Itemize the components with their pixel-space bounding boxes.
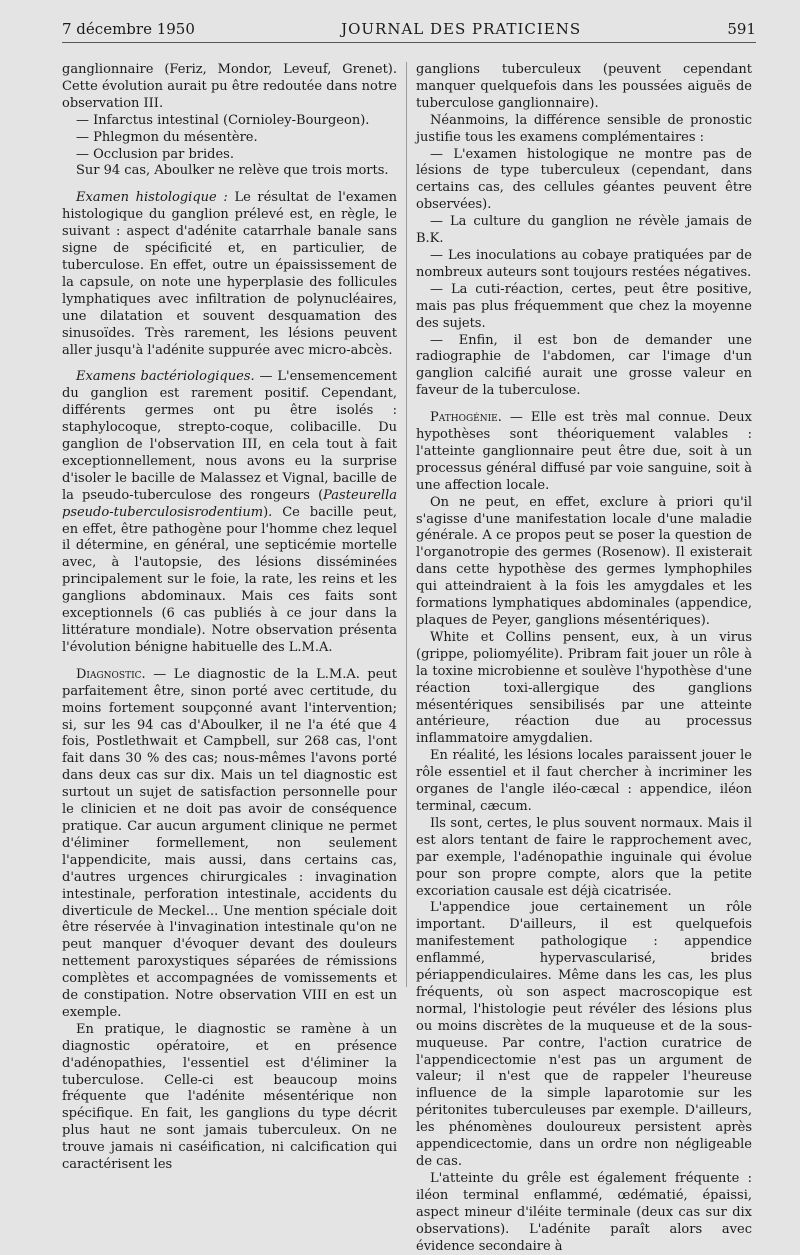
paragraph: White et Collins pensent, eux, à un virus (grippe, poliomyélite). Pribram fait jouer un rôle à la toxine microbienne et soulève l'hypothèse d'une réaction toxi-allergique des ganglions mésentériques sensibilisés par une atteinte antérieure, réaction due au processus inflammatoire amygdalien. xyxy=(416,629,752,747)
journal-title: JOURNAL DES PRATICIENS xyxy=(341,20,582,38)
issue-date: 7 décembre 1950 xyxy=(62,20,195,38)
section-heading: Diagnostic. xyxy=(76,666,146,682)
column-rule xyxy=(406,62,407,987)
page-number: 591 xyxy=(727,20,756,38)
paragraph: Ils sont, certes, le plus souvent normaux. Mais il est alors tentant de faire le rapprochement avec, par exemple, l'adénopathie inguinale qui évolue pour son propre compte, alors que la petite excoriation causale est déjà cicatrisée. xyxy=(416,815,752,899)
paragraph: — Les inoculations au cobaye pratiquées par de nombreux auteurs sont toujours restées négatives. xyxy=(416,247,752,280)
section-pathogenesis xyxy=(416,410,752,495)
paragraph: — Infarctus intestinal (Cornioley-Bourgeon). xyxy=(76,112,370,128)
section-text: — Le diagnostic de la L.M.A. peut parfaitement être, sinon porté avec certitude, du moins fortement soupçonné avant l'intervention; si, sur les 94 cas d'Aboulker, il ne l'a été que 4 fois, Postlethwait et Campbell, sur 268 cas, l'ont fait dans 30 % des cas; nous-mêmes l'avons porté dans deux cas sur dix. Mais un tel diagnostic est surtout un sujet de satisfaction personnelle pour le clinicien et ne doit pas avoir de conséquence pratique. Car aucun argument clinique ne permet d'éliminer formellement, non seulement l'appendicite, mais aussi, dans certains cas, d'autres urgences chirurgicales : invagination intestinale, perforation intestinale, accidents du diverticule de Meckel... Une mention spéciale doit être réservée à l'invagination intestinale qu'on ne peut manquer d'évoquer devant des douleurs nettement paroxystiques séparées de rémissions complètes et accompagnées de vomissements et de constipation. Notre observation VIII en est un exemple. xyxy=(62,666,397,1020)
paragraph: ganglions tuberculeux (peuvent cependant manquer quelquefois dans les poussées aiguës de tuberculose ganglionnaire). xyxy=(416,62,752,111)
paragraph: L'appendice joue certainement un rôle important. D'ailleurs, il est quelquefois manifestement pathologique : appendice enflammé, hypervascularisé, brides périappendiculaires. Même dans les cas, les plus fréquents, où son aspect macroscopique est normal, l'histologie peut révéler des lésions plus ou moins discrètes de la muqueuse et de la sous-muqueuse. Par contre, l'action curatrice de l'appendicectomie n'est pas un argument de valeur; il n'est que de rappeler l'heureuse influence de la simple laparotomie sur les péritonites tuberculeuses par exemple. D'ailleurs, les phénomènes douloureux persistent après appendicectomie, dans un ordre non négligeable de cas. xyxy=(416,900,752,1169)
paragraph: ganglionnaire (Feriz, Mondor, Leveuf, Grenet). Cette évolution aurait pu être redoutée dans notre observation III. xyxy=(62,62,397,111)
section-text: ). Ce bacille peut, en effet, être pathogène pour l'homme chez lequel il détermine, en général, une septicémie mortelle avec, à l'autopsie, des lésions disséminées principalement sur le foie, la rate, les reins et les ganglions abdominaux. Mais ces faits sont exceptionnels (6 cas publiés à ce jour dans la littérature mondiale). Notre observation présenta l'évolution bénigne habituelle des L.M.A. xyxy=(62,504,397,655)
section-diagnosis xyxy=(62,667,397,1022)
paragraph: — L'examen histologique ne montre pas de lésions de type tuberculeux (cependant, dans certains cas, des cellules géantes peuvent être observées). xyxy=(416,146,752,213)
right-column xyxy=(416,62,752,1255)
paragraph: En pratique, le diagnostic se ramène à un diagnostic opératoire, et en présence d'adénopathies, l'essentiel est d'éliminer la tuberculose. Celle-ci est beaucoup moins fréquente que l'adénite mésentérique non spécifique. En fait, les ganglions du type décrit plus haut ne sont jamais tuberculeux. On ne trouve jamais ni caséification, ni calcification qui caractérisent les xyxy=(62,1021,397,1173)
paragraph: — Phlegmon du mésentère. xyxy=(76,129,258,145)
paragraph: Néanmoins, la différence sensible de pronostic justifie tous les examens complémentaires : xyxy=(416,112,752,145)
section-heading: Examen histologique : xyxy=(76,190,228,206)
section-text: — L'ensemencement du ganglion est rarement positif. Cependant, différents germes ont pu être isolés : staphylocoque, strepto-coque, colibacille. Du ganglion de l'observation III, en cela tout à fait exceptionnellement, nous avons eu la surprise d'isoler le bacille de Malassez et Vignal, bacille de la pseudo-tuberculose des rongeurs ( xyxy=(62,369,397,503)
species-name: Pasteurella pseudo-tuberculosisrodentium xyxy=(62,487,397,520)
running-header xyxy=(62,20,756,43)
section-histology xyxy=(62,190,397,359)
paragraph: En réalité, les lésions locales paraissent jouer le rôle essentiel et il faut chercher à incriminer les organes de l'angle iléo-cæcal : appendice, iléon terminal, cæcum. xyxy=(416,748,752,814)
paragraph: L'atteinte du grêle est également fréquente : iléon terminal enflammé, œdématié, épaissi, aspect mineur d'iléite terminale (deux cas sur dix observations). L'adénite paraît alors avec évidence secondaire à xyxy=(416,1170,752,1254)
section-heading: Pathogénie. xyxy=(430,410,502,426)
section-bacteriology xyxy=(62,369,397,656)
paragraph: — La culture du ganglion ne révèle jamais de B.K. xyxy=(416,214,752,247)
paragraph: On ne peut, en effet, exclure à priori qu'il s'agisse d'une manifestation locale d'une maladie générale. A ce propos peut se poser la question de l'organotropie des germes (Rosenow). Il existerait dans cette hypothèse des germes lymphophiles qui atteindraient à la fois les amygdales et les formations lymphatiques abdominales (appendice, plaques de Peyer, ganglions mésentériques). xyxy=(416,494,752,628)
paragraph: Sur 94 cas, Aboulker ne relève que trois morts. xyxy=(76,163,389,179)
section-text: Le résultat de l'examen histologique du ganglion prélevé est, en règle, le suivant : aspect d'adénite catarrhale banale sans signe de spécificité et, en particulier, de tuberculose. En effet, outre un épaississement de la capsule, on note une hyperplasie des follicules lymphatiques avec infiltration de polynucléaires, une dilatation et souvent desquamation des sinusoïdes. Très rarement, les lésions peuvent aller jusqu'à l'adénite suppurée avec micro-abcès. xyxy=(62,190,397,358)
section-text: — Elle est très mal connue. Deux hypothèses sont théoriquement valables : l'atteinte ganglionnaire peut être due, soit à un processus général diffusé par voie sanguine, soit à une affection locale. xyxy=(416,410,752,493)
section-heading: Examens bactériologiques. xyxy=(76,369,255,385)
paragraph: — La cuti-réaction, certes, peut être positive, mais pas plus fréquemment que chez la moyenne des sujets. xyxy=(416,281,752,331)
paragraph: — Enfin, il est bon de demander une radiographie de l'abdomen, car l'image d'un ganglion calcifié aurait une grosse valeur en faveur de la tuberculose. xyxy=(416,332,752,399)
left-column xyxy=(62,62,397,1174)
paragraph: — Occlusion par brides. xyxy=(76,146,234,162)
